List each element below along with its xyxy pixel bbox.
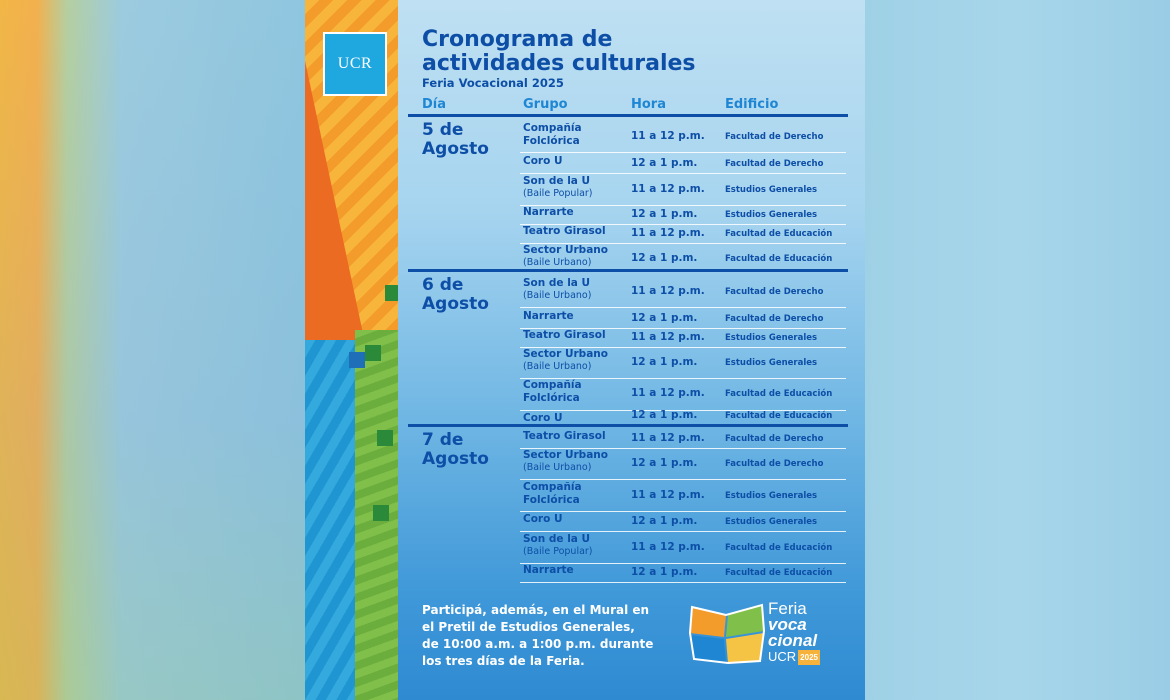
page-subtitle: Feria Vocacional 2025 xyxy=(422,76,564,90)
ucr-logo: UCR xyxy=(323,32,387,96)
schedule-content xyxy=(398,0,865,700)
row-divider xyxy=(520,173,846,174)
column-header-hora: Hora xyxy=(631,97,666,112)
table-row-edificio: Facultad de Educación xyxy=(725,229,833,239)
table-row-edificio: Estudios Generales xyxy=(725,358,818,368)
day-divider xyxy=(408,114,848,117)
row-divider xyxy=(520,511,846,512)
table-row-edificio: Estudios Generales xyxy=(725,333,818,343)
row-divider xyxy=(520,582,846,583)
table-row-grupo: Sector Urbano (Baile Urbano) xyxy=(523,348,608,372)
table-row-hora: 11 a 12 p.m. xyxy=(631,331,705,343)
table-row-edificio: Facultad de Educación xyxy=(725,254,833,264)
row-divider xyxy=(520,307,846,308)
table-row-grupo: Coro U xyxy=(523,155,563,167)
table-row-grupo: Compañía Folclórica xyxy=(523,379,582,404)
table-row-edificio: Facultad de Derecho xyxy=(725,434,824,444)
background-right-blur xyxy=(865,0,1170,700)
table-row-hora: 11 a 12 p.m. xyxy=(631,489,705,501)
footer-note: Participá, además, en el Mural en el Pretil de Estudios Generales, de 10:00 a.m. a 1:00 p.m. durante los tres días de la Feria. xyxy=(422,603,654,668)
table-row-grupo: Son de la U (Baile Urbano) xyxy=(523,277,592,301)
column-header-edificio: Edificio xyxy=(725,97,779,112)
table-row-grupo: Coro U xyxy=(523,412,563,424)
table-row-edificio: Facultad de Educación xyxy=(725,389,833,399)
table-row-edificio: Facultad de Derecho xyxy=(725,287,824,297)
table-row-hora: 11 a 12 p.m. xyxy=(631,227,705,239)
table-row-grupo: Teatro Girasol xyxy=(523,225,606,237)
row-divider xyxy=(520,152,846,153)
table-row-hora: 11 a 12 p.m. xyxy=(631,541,705,553)
day-label: 5 de Agosto xyxy=(422,120,489,159)
table-row-hora: 11 a 12 p.m. xyxy=(631,285,705,297)
table-row-hora: 12 a 1 p.m. xyxy=(631,208,698,220)
table-row-hora: 11 a 12 p.m. xyxy=(631,130,705,142)
table-row-edificio: Facultad de Derecho xyxy=(725,159,824,169)
table-row-hora: 11 a 12 p.m. xyxy=(631,432,705,444)
table-row-hora: 12 a 1 p.m. xyxy=(631,515,698,527)
row-divider xyxy=(520,531,846,532)
table-row-grupo: Teatro Girasol xyxy=(523,329,606,341)
table-row-grupo: Sector Urbano (Baile Urbano) xyxy=(523,449,608,473)
table-row-hora: 11 a 12 p.m. xyxy=(631,387,705,399)
page-title: Cronograma de actividades culturales xyxy=(422,27,696,76)
table-row-hora: 12 a 1 p.m. xyxy=(631,157,698,169)
table-row-edificio: Facultad de Derecho xyxy=(725,459,824,469)
feria-vocacional-logo: Feria voca cional UCR 2025 xyxy=(688,598,848,670)
table-row-edificio: Estudios Generales xyxy=(725,185,818,195)
table-row-edificio: Facultad de Educación xyxy=(725,543,833,553)
table-row-edificio: Estudios Generales xyxy=(725,491,818,501)
table-row-edificio: Facultad de Derecho xyxy=(725,132,824,142)
table-row-edificio: Estudios Generales xyxy=(725,210,818,220)
column-header-grupo: Grupo xyxy=(523,97,568,112)
table-row-hora: 12 a 1 p.m. xyxy=(631,566,698,578)
table-row-grupo: Narrarte xyxy=(523,310,574,322)
table-row-grupo: Compañía Folclórica xyxy=(523,122,582,147)
table-row-edificio: Facultad de Educación xyxy=(725,568,833,578)
table-row-edificio: Facultad de Derecho xyxy=(725,314,824,324)
table-row-edificio: Estudios Generales xyxy=(725,517,818,527)
poster xyxy=(305,0,865,700)
day-label: 7 de Agosto xyxy=(422,430,489,469)
table-row-hora: 12 a 1 p.m. xyxy=(631,312,698,324)
table-row-hora: 12 a 1 p.m. xyxy=(631,457,698,469)
table-row-grupo: Narrarte xyxy=(523,206,574,218)
column-header-dia: Día xyxy=(422,97,447,112)
day-divider xyxy=(408,424,848,427)
table-row-grupo: Sector Urbano (Baile Urbano) xyxy=(523,244,608,268)
table-row-hora: 11 a 12 p.m. xyxy=(631,183,705,195)
background-left-blur xyxy=(0,0,305,700)
row-divider xyxy=(520,479,846,480)
day-label: 6 de Agosto xyxy=(422,275,489,314)
table-row-hora: 12 a 1 p.m. xyxy=(631,356,698,368)
table-row-grupo: Teatro Girasol xyxy=(523,430,606,442)
table-row-grupo: Son de la U (Baile Popular) xyxy=(523,175,593,199)
day-divider xyxy=(408,269,848,272)
table-row-grupo: Compañía Folclórica xyxy=(523,481,582,506)
table-row-grupo: Narrarte xyxy=(523,564,574,576)
table-row-hora: 12 a 1 p.m. xyxy=(631,252,698,264)
table-row-edificio: Facultad de Educación xyxy=(725,411,833,421)
feria-mark-icon xyxy=(688,601,766,667)
table-row-hora: 12 a 1 p.m. xyxy=(631,409,698,421)
table-row-grupo: Son de la U (Baile Popular) xyxy=(523,533,593,557)
table-row-grupo: Coro U xyxy=(523,513,563,525)
decorative-stripe xyxy=(305,0,398,700)
